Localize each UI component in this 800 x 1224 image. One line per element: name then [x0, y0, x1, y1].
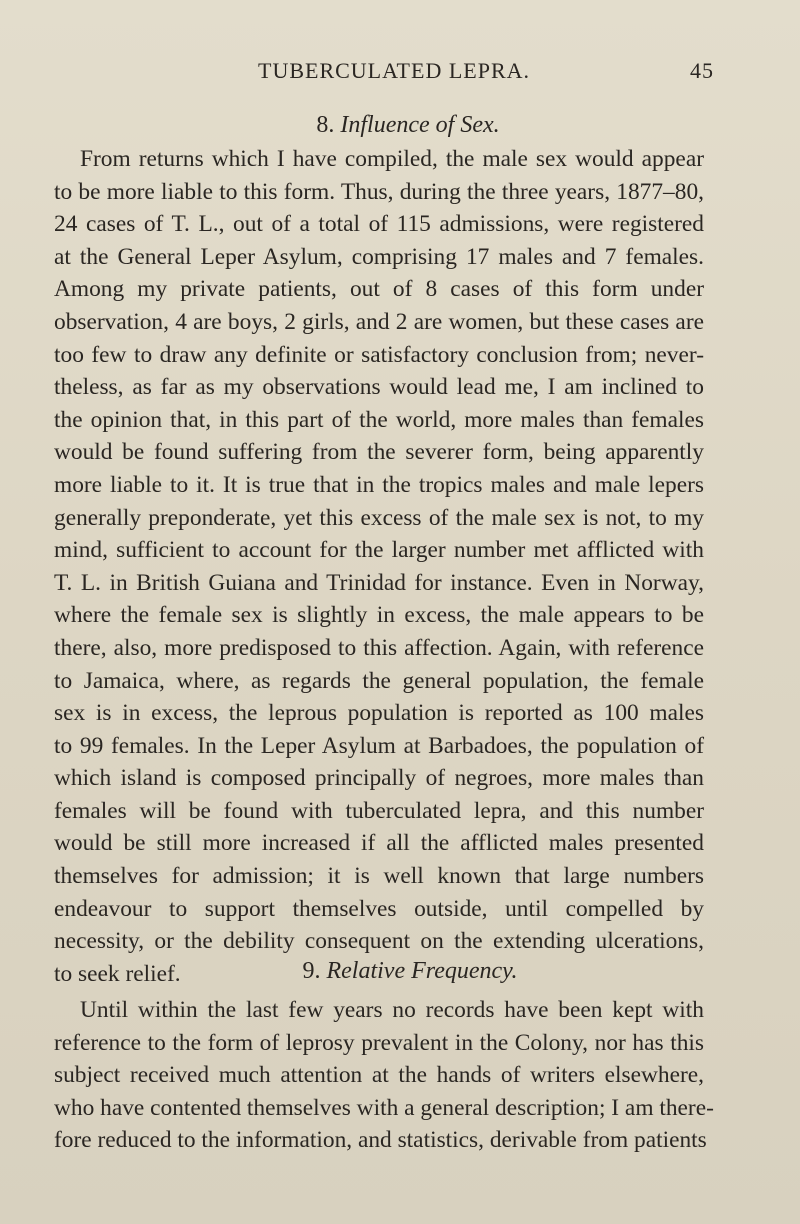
text-line: subject received much attention at the hands of writers elsewhere,: [54, 1062, 704, 1089]
running-title: TUBERCULATED LEPRA.: [258, 58, 530, 83]
text-line: endeavour to support themselves outside, until compelled by: [54, 895, 704, 922]
text-line: mind, sufficient to account for the larger number met afflicted with: [54, 537, 704, 564]
text-line: to be more liable to this form. Thus, during the three years, 1877–80,: [54, 178, 704, 205]
section-8-number: 8.: [316, 112, 335, 138]
text-line: to seek relief.: [54, 960, 181, 987]
section-9-number: 9.: [302, 958, 321, 984]
section-8-paragraph: [54, 143, 704, 990]
text-line: fore reduced to the information, and statistics, derivable from patients: [54, 1127, 707, 1154]
text-line: Until within the last few years no records have been kept with: [80, 997, 704, 1023]
section-9-title: Relative Frequency.: [326, 958, 518, 984]
text-line: generally preponderate, yet this excess of the male sex is not, to my: [54, 504, 704, 531]
text-line: would be still more increased if all the afflicted males presented: [54, 830, 704, 857]
text-line: the opinion that, in this part of the world, more males than females: [54, 406, 704, 433]
text-line: reference to the form of leprosy prevalent in the Colony, nor has this: [54, 1029, 704, 1056]
section-8-title: Influence of Sex.: [340, 112, 500, 138]
text-line: females will be found with tuberculated lepra, and this number: [54, 797, 704, 824]
text-line: who have contented themselves with a general description; I am there-: [54, 1094, 714, 1121]
text-line: which island is composed principally of negroes, more males than: [54, 765, 704, 792]
text-line: where the female sex is slightly in excess, the male appears to be: [54, 602, 704, 629]
text-line: From returns which I have compiled, the male sex would appear: [80, 146, 704, 172]
section-8-heading: [8, 112, 800, 139]
text-line: more liable to it. It is true that in the tropics males and male lepers: [54, 471, 704, 498]
text-line: sex is in excess, the leprous population is reported as 100 males: [54, 700, 704, 727]
text-line: to 99 females. In the Leper Asylum at Barbadoes, the population of: [54, 732, 704, 759]
text-line: necessity, or the debility consequent on the extending ulcerations,: [54, 928, 704, 955]
text-line: theless, as far as my observations would lead me, I am inclined to: [54, 374, 704, 401]
text-line: at the General Leper Asylum, comprising 17 males and 7 females.: [54, 243, 704, 270]
text-line: themselves for admission; it is well known that large numbers: [54, 863, 704, 890]
text-line: 24 cases of T. L., out of a total of 115 admissions, were registered: [54, 211, 704, 238]
text-line: too few to draw any definite or satisfactory conclusion from; never-: [54, 341, 704, 368]
text-line: there, also, more predisposed to this affection. Again, with reference: [54, 634, 704, 661]
section-9-heading: [10, 958, 800, 985]
section-9-paragraph: [54, 994, 714, 1157]
text-line: to Jamaica, where, as regards the general population, the female: [54, 667, 704, 694]
page-number: 45: [690, 58, 714, 83]
text-line: observation, 4 are boys, 2 girls, and 2 are women, but these cases are: [54, 308, 704, 335]
text-line: T. L. in British Guiana and Trinidad for instance. Even in Norway,: [54, 569, 704, 596]
text-line: would be found suffering from the severer form, being apparently: [54, 439, 704, 466]
running-head: [96, 58, 714, 92]
text-line: Among my private patients, out of 8 cases of this form under: [54, 276, 704, 303]
